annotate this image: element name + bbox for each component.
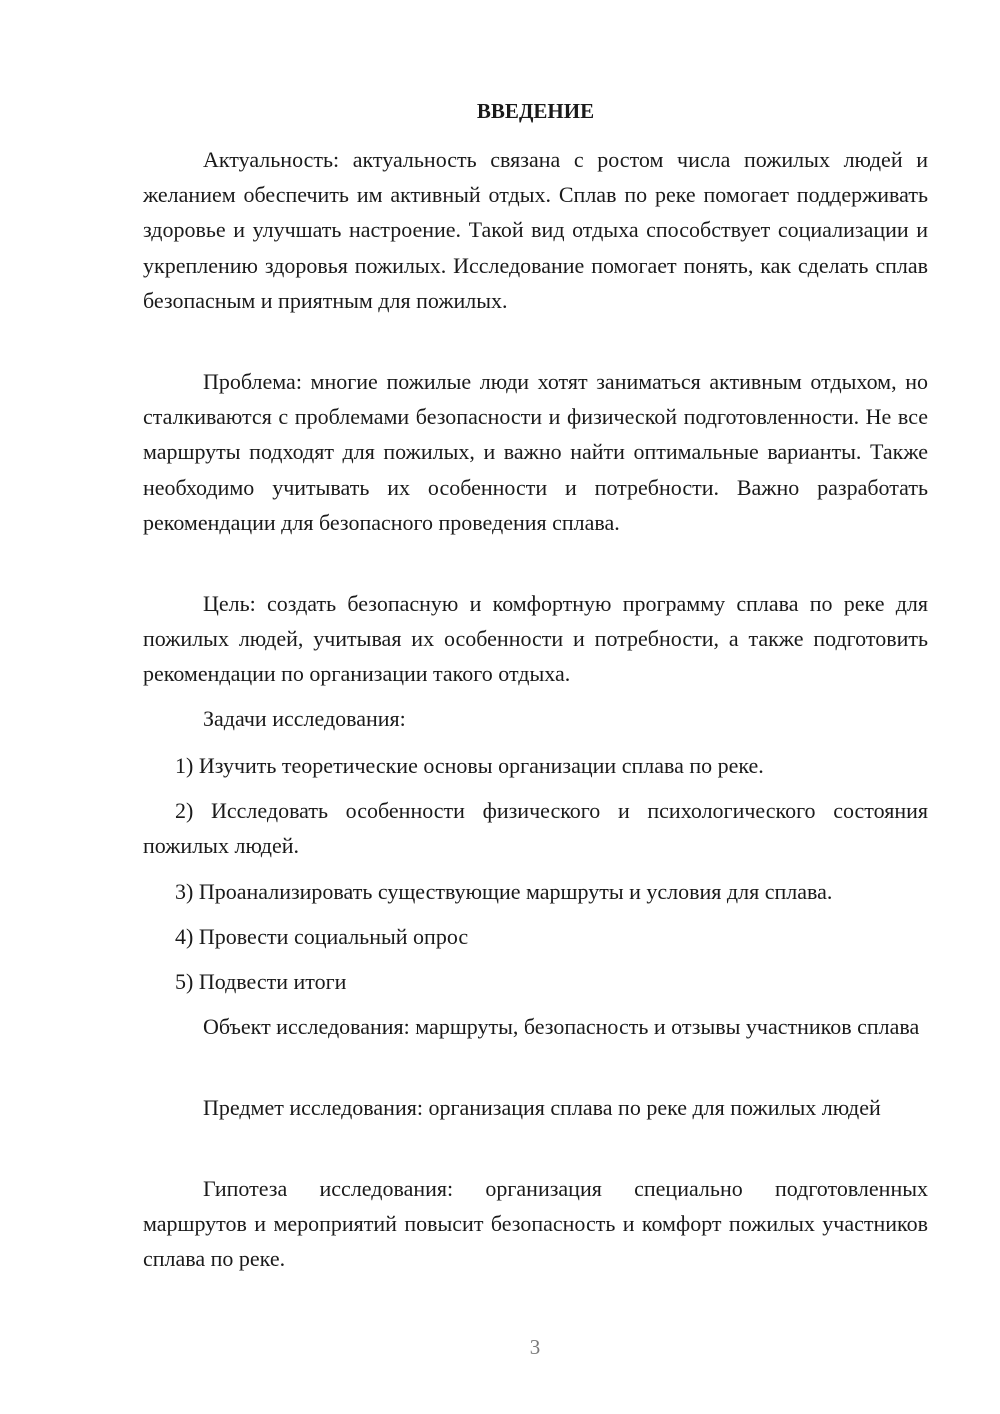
- task-item-1: 1) Изучить теоретические основы организации сплава по реке.: [175, 753, 764, 778]
- tasks-heading: Задачи исследования:: [203, 706, 406, 731]
- task-item-2: 2) Исследовать особенности физического и психологического состояния пожилых людей.: [143, 798, 928, 859]
- task-item-3: 3) Проанализировать существующие маршруты и условия для сплава.: [175, 879, 833, 904]
- relevance-paragraph: Актуальность: актуальность связана с ростом числа пожилых людей и желанием обеспечить им активный отдых. Сплав по реке помогает поддерживать здоровье и улучшать настроение. Такой вид отдыха способствует социализации и укреплению здоровья пожилых. Исследование помогает понять, как сделать сплав безопасным и приятным для пожилых.: [143, 147, 928, 313]
- page-number: 3: [529, 1335, 541, 1359]
- subject-paragraph: Предмет исследования: организация сплава по реке для пожилых людей: [203, 1095, 881, 1120]
- section-title: ВВЕДЕНИЕ: [476, 99, 595, 123]
- object-paragraph: Объект исследования: маршруты, безопасность и отзывы участников сплава: [203, 1014, 920, 1039]
- task-item-5: 5) Подвести итоги: [175, 969, 347, 994]
- problem-paragraph: Проблема: многие пожилые люди хотят заниматься активным отдыхом, но сталкиваются с проблемами безопасности и физической подготовленности. Не все маршруты подходят для пожилых, и важно найти оптимальные варианты. Также необходимо учитывать их особенности и потребности. Важно разработать рекомендации для безопасного проведения сплава.: [143, 369, 928, 535]
- hypothesis-paragraph: Гипотеза исследования: организация специально подготовленных маршрутов и мероприятий повысит безопасность и комфорт пожилых участников сплава по реке.: [143, 1176, 928, 1272]
- task-item-4: 4) Провести социальный опрос: [175, 924, 469, 949]
- goal-paragraph: Цель: создать безопасную и комфортную программу сплава по реке для пожилых людей, учитывая их особенности и потребности, а также подготовить рекомендации по организации такого отдыха.: [143, 591, 928, 687]
